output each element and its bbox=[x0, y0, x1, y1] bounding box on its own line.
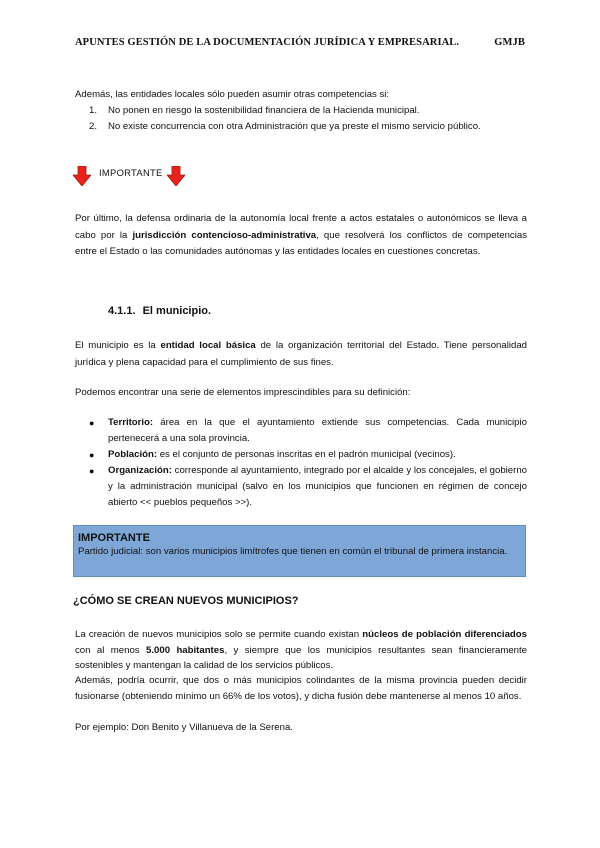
municipio-text-end: de la organización territorial del Estado. Tiene personalidad jurídica y plena capacidad para el cumplimiento de sus fines. bbox=[75, 340, 527, 368]
elements-intro: Podemos encontrar una serie de elementos imprescindibles para su definición: bbox=[75, 387, 411, 398]
municipio-paragraph bbox=[75, 338, 527, 371]
important-label: IMPORTANTE bbox=[99, 167, 163, 178]
conditions-list bbox=[89, 103, 527, 135]
defense-text: Por último, la defensa ordinaria de la autonomía local frente a actos estatales o autonómicos se lleva a cabo por la bbox=[75, 213, 527, 241]
important-box bbox=[73, 525, 526, 577]
list-item-text: No ponen en riesgo la sostenibilidad financiera de la Hacienda municipal. bbox=[108, 105, 420, 116]
creation-paragraph bbox=[75, 627, 527, 674]
elements-list bbox=[89, 415, 527, 511]
defense-paragraph bbox=[75, 211, 527, 261]
list-item bbox=[89, 103, 527, 119]
section-number: 4.1.1. bbox=[108, 305, 136, 317]
creation-bold-term: núcleos de población diferenciados bbox=[362, 629, 527, 640]
list-item bbox=[89, 119, 527, 135]
question-heading: ¿CÓMO SE CREAN NUEVOS MUNICIPIOS? bbox=[73, 595, 299, 607]
element-text: área en la que el ayuntamiento extiende sus competencias. Cada municipio pertenecerá a una sola provincia. bbox=[108, 417, 527, 444]
municipio-text: El municipio es la bbox=[75, 340, 161, 351]
section-title: El municipio. bbox=[142, 305, 212, 317]
creation-text: , y siempre que los municipios resultantes sean financieramente sostenibles y mantengan la calidad de los servicios públicos. bbox=[75, 644, 528, 671]
important-box-title: IMPORTANTE bbox=[78, 532, 150, 544]
element-term: Organización: bbox=[108, 465, 172, 476]
list-number: 2. bbox=[89, 121, 98, 132]
important-box-text: Partido judicial: son varios municipios limítrofes que tienen en común el tribunal de primera instancia. bbox=[78, 546, 508, 557]
defense-bold-term: jurisdicción contencioso-administrativa bbox=[132, 229, 317, 241]
page-header bbox=[75, 37, 525, 53]
element-term: Territorio: bbox=[108, 417, 154, 428]
down-arrow-icon bbox=[73, 166, 91, 186]
municipio-bold-term: entidad local básica bbox=[160, 340, 256, 351]
creation-text: con al menos bbox=[75, 644, 147, 656]
list-item bbox=[89, 463, 527, 511]
element-term: Población: bbox=[108, 449, 158, 460]
creation-text: La creación de nuevos municipios solo se permite cuando existan bbox=[75, 629, 363, 640]
intro-text: Además, las entidades locales sólo pueden asumir otras competencias si: bbox=[75, 89, 390, 100]
defense-text-end: , que resolverá los conflictos de competencias entre el Estado o las comunidades autónomas y las entidades locales en cuestiones concretas. bbox=[75, 229, 527, 257]
list-number: 1. bbox=[89, 105, 98, 116]
fusion-paragraph: Además, podría ocurrir, que dos o más municipios colindantes de la misma provincia pueden decidir fusionarse (obteniendo mínimo un 66% de los votos), y dicha fusión debe mantenerse al menos 10 años. bbox=[75, 675, 527, 702]
list-item bbox=[89, 415, 527, 447]
element-text: corresponde al ayuntamiento, integrado por el alcalde y los concejales, el gobierno y la administración municipal (salvo en los municipios que funcionen en régimen de concejo abierto << pueblos pequeños >>). bbox=[108, 465, 527, 508]
element-text: es el conjunto de personas inscritas en el padrón municipal (vecinos). bbox=[157, 449, 456, 460]
list-item bbox=[89, 447, 527, 463]
example-paragraph: Por ejemplo: Don Benito y Villanueva de la Serena. bbox=[75, 722, 293, 733]
down-arrow-icon bbox=[167, 166, 185, 186]
section-heading bbox=[108, 305, 211, 317]
important-marker bbox=[73, 165, 203, 187]
intro-paragraph bbox=[75, 87, 527, 135]
header-initials: GMJB bbox=[494, 37, 525, 48]
creation-bold-term: 5.000 habitantes bbox=[146, 644, 225, 656]
header-title: APUNTES GESTIÓN DE LA DOCUMENTACIÓN JURÍDICA Y EMPRESARIAL. bbox=[75, 37, 460, 48]
bullet-icon: ● bbox=[89, 450, 95, 460]
bullet-icon: ● bbox=[89, 418, 95, 428]
list-item-text: No existe concurrencia con otra Administración que ya preste el mismo servicio público. bbox=[108, 121, 481, 132]
bullet-icon: ● bbox=[89, 466, 95, 476]
